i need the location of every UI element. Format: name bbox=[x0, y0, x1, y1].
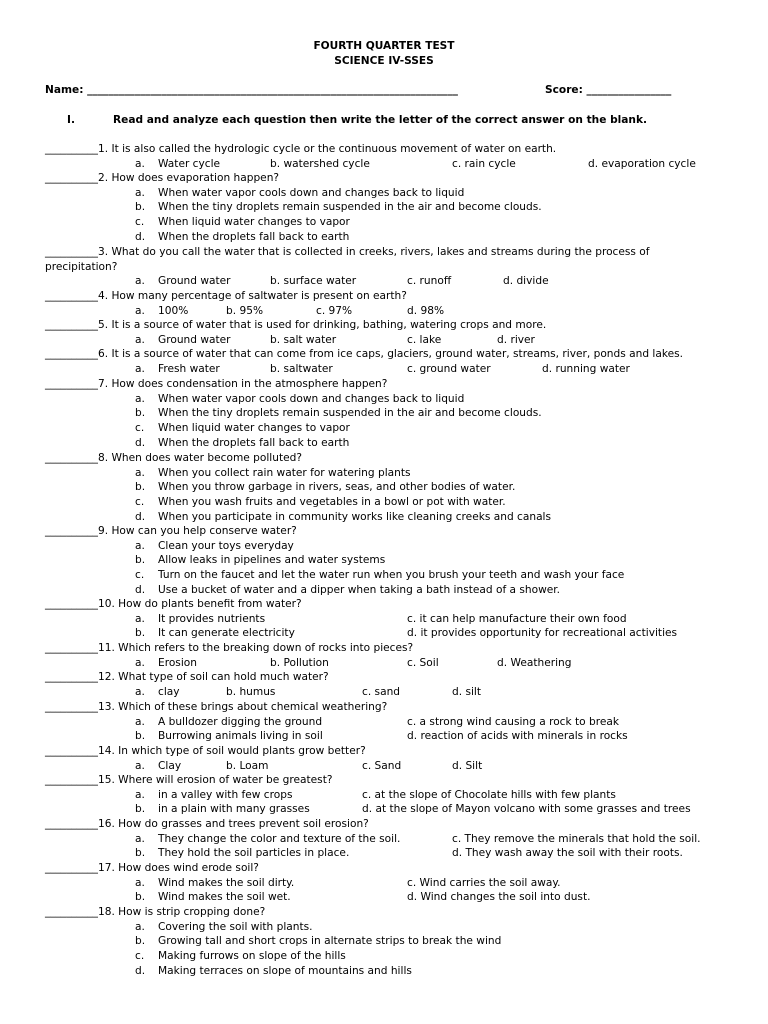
question-15-choice-4: d. at the slope of Mayon volcano with some grasses and trees bbox=[362, 803, 691, 816]
question-15-choice-2: c. at the slope of Chocolate hills with few plants bbox=[362, 788, 616, 801]
question-2-choice-2: When the tiny droplets remain suspended in the air and become clouds. bbox=[158, 201, 542, 214]
question-9-choice-4: Use a bucket of water and a dipper when taking a bath instead of a shower. bbox=[158, 583, 561, 596]
question-7-choice-3: When liquid water changes to vapor bbox=[158, 422, 350, 435]
question-6-choice-1: Fresh water bbox=[158, 362, 220, 375]
question-8-choice-2-letter: b. bbox=[135, 481, 146, 494]
question-12-choice-1-letter: a. bbox=[135, 685, 145, 698]
question-9-choice-3-letter: c. bbox=[135, 569, 145, 582]
question-16-choice-3-letter: b. bbox=[135, 847, 146, 860]
question-17-choice-3-letter: b. bbox=[135, 891, 146, 904]
question-11-choice-2: b. Pollution bbox=[270, 656, 329, 669]
question-1-stem[interactable]: __________1. It is also called the hydrologic cycle or the continuous movement of water on earth. bbox=[45, 143, 557, 155]
question-13-choice-3-letter: b. bbox=[135, 730, 146, 743]
question-1-choice-4: d. evaporation cycle bbox=[588, 157, 696, 170]
question-6-choice-2: b. saltwater bbox=[270, 362, 333, 375]
question-7-choice-4-letter: d. bbox=[135, 436, 146, 449]
question-18-choice-1: Covering the soil with plants. bbox=[158, 920, 313, 933]
question-14-choice-1-letter: a. bbox=[135, 759, 145, 772]
question-2-choice-2-letter: b. bbox=[135, 201, 146, 214]
question-16-choice-2: c. They remove the minerals that hold the soil. bbox=[452, 832, 701, 845]
question-2-stem[interactable]: __________2. How does evaporation happen? bbox=[45, 172, 280, 184]
section-instruction: Read and analyze each question then write the letter of the correct answer on the blank. bbox=[113, 114, 648, 126]
question-13-choice-4: d. reaction of acids with minerals in rocks bbox=[407, 730, 628, 743]
question-10-choice-3: It can generate electricity bbox=[158, 627, 295, 640]
question-7-choice-1-letter: a. bbox=[135, 392, 145, 405]
question-14-choice-1: Clay bbox=[158, 759, 182, 772]
question-4-choice-2: b. 95% bbox=[226, 304, 264, 317]
question-4-choice-3: c. 97% bbox=[316, 304, 353, 317]
question-17-choice-2: c. Wind carries the soil away. bbox=[407, 876, 561, 889]
question-11-choice-4: d. Weathering bbox=[497, 656, 572, 669]
question-3-choice-2: b. surface water bbox=[270, 275, 357, 287]
question-13-choice-3: Burrowing animals living in soil bbox=[158, 730, 323, 743]
question-17-stem[interactable]: __________17. How does wind erode soil? bbox=[45, 862, 259, 874]
question-10-choice-3-letter: b. bbox=[135, 627, 146, 640]
question-2-choice-1: When water vapor cools down and changes back to liquid bbox=[158, 186, 465, 199]
question-13-choice-1-letter: a. bbox=[135, 715, 145, 728]
question-3-stem-continued: precipitation? bbox=[45, 261, 118, 273]
question-1-choice-2: b. watershed cycle bbox=[270, 157, 370, 170]
question-11-choice-1-letter: a. bbox=[135, 656, 145, 669]
question-18-choice-3-letter: c. bbox=[135, 950, 145, 963]
question-11-choice-1: Erosion bbox=[158, 656, 197, 669]
question-6-choice-3: c. ground water bbox=[407, 362, 491, 375]
question-4-choice-1-letter: a. bbox=[135, 304, 145, 317]
question-5-choice-2: b. salt water bbox=[270, 333, 337, 346]
page-title: FOURTH QUARTER TEST bbox=[313, 40, 455, 52]
question-7-choice-4: When the droplets fall back to earth bbox=[158, 436, 350, 449]
question-15-stem[interactable]: __________15. Where will erosion of water be greatest? bbox=[45, 774, 333, 786]
question-2-choice-3-letter: c. bbox=[135, 216, 145, 229]
question-9-choice-1-letter: a. bbox=[135, 539, 145, 552]
score-field[interactable]: Score: ________________ bbox=[545, 84, 672, 96]
question-1-choice-3: c. rain cycle bbox=[452, 157, 516, 170]
question-12-choice-3: c. sand bbox=[362, 685, 401, 698]
question-8-choice-2: When you throw garbage in rivers, seas, and other bodies of water. bbox=[158, 481, 516, 494]
question-6-choice-4: d. running water bbox=[542, 362, 630, 375]
question-4-choice-1: 100% bbox=[158, 304, 189, 317]
question-4-stem[interactable]: __________4. How many percentage of saltwater is present on earth? bbox=[45, 290, 407, 302]
question-8-choice-1-letter: a. bbox=[135, 466, 145, 479]
question-9-choice-1: Clean your toys everyday bbox=[158, 539, 294, 552]
question-17-choice-3: Wind makes the soil wet. bbox=[158, 891, 291, 904]
question-9-choice-2-letter: b. bbox=[135, 554, 146, 567]
question-8-choice-3-letter: c. bbox=[135, 496, 145, 509]
question-8-choice-3: When you wash fruits and vegetables in a bowl or pot with water. bbox=[158, 496, 506, 509]
question-18-choice-3: Making furrows on slope of the hills bbox=[158, 950, 346, 963]
question-18-choice-4-letter: d. bbox=[135, 964, 146, 977]
question-3-choice-1: Ground water bbox=[158, 275, 231, 287]
question-12-stem[interactable]: __________12. What type of soil can hold much water? bbox=[45, 671, 329, 683]
question-12-choice-1: clay bbox=[158, 685, 180, 698]
question-6-choice-1-letter: a. bbox=[135, 362, 145, 375]
question-18-choice-1-letter: a. bbox=[135, 920, 145, 933]
question-15-choice-1-letter: a. bbox=[135, 788, 145, 801]
question-2-choice-4: When the droplets fall back to earth bbox=[158, 230, 350, 243]
question-15-choice-3-letter: b. bbox=[135, 803, 146, 816]
question-7-choice-2-letter: b. bbox=[135, 407, 146, 420]
question-2-choice-1-letter: a. bbox=[135, 186, 145, 199]
question-14-choice-2: b. Loam bbox=[226, 759, 269, 772]
question-10-choice-2: c. it can help manufacture their own food bbox=[407, 612, 627, 625]
question-5-choice-4: d. river bbox=[497, 333, 535, 346]
question-10-stem[interactable]: __________10. How do plants benefit from water? bbox=[45, 598, 302, 610]
question-2-choice-3: When liquid water changes to vapor bbox=[158, 216, 350, 229]
question-13-choice-1: A bulldozer digging the ground bbox=[158, 715, 323, 728]
page-subtitle: SCIENCE IV-SSES bbox=[334, 55, 434, 67]
name-field[interactable]: Name: ______________________________________________________________________ bbox=[45, 84, 458, 96]
question-11-choice-3: c. Soil bbox=[407, 656, 439, 669]
question-1-choice-1-letter: a. bbox=[135, 157, 145, 170]
question-12-choice-4: d. silt bbox=[452, 685, 482, 698]
question-16-choice-1: They change the color and texture of the soil. bbox=[158, 832, 401, 845]
question-9-choice-4-letter: d. bbox=[135, 583, 146, 596]
question-14-stem[interactable]: __________14. In which type of soil would plants grow better? bbox=[45, 745, 366, 757]
question-16-choice-4: d. They wash away the soil with their roots. bbox=[452, 847, 683, 860]
question-8-choice-4-letter: d. bbox=[135, 510, 146, 523]
question-7-choice-3-letter: c. bbox=[135, 422, 145, 435]
question-10-choice-1: It provides nutrients bbox=[158, 612, 266, 625]
question-10-choice-1-letter: a. bbox=[135, 612, 145, 625]
question-17-choice-1: Wind makes the soil dirty. bbox=[158, 876, 295, 889]
question-16-choice-1-letter: a. bbox=[135, 832, 145, 845]
question-5-choice-1: Ground water bbox=[158, 333, 231, 346]
question-18-choice-4: Making terraces on slope of mountains and hills bbox=[158, 964, 412, 977]
question-5-stem[interactable]: __________5. It is a source of water that is used for drinking, bathing, watering crops and more. bbox=[45, 319, 547, 331]
question-15-choice-3: in a plain with many grasses bbox=[158, 803, 310, 816]
question-8-stem[interactable]: __________8. When does water become polluted? bbox=[45, 452, 302, 464]
question-13-stem[interactable]: __________13. Which of these brings about chemical weathering? bbox=[45, 701, 388, 713]
question-18-choice-2-letter: b. bbox=[135, 935, 146, 948]
question-9-choice-3: Turn on the faucet and let the water run when you brush your teeth and wash your face bbox=[158, 569, 625, 582]
question-3-choice-1-letter: a. bbox=[135, 275, 145, 287]
question-16-stem[interactable]: __________16. How do grasses and trees prevent soil erosion? bbox=[45, 818, 369, 830]
question-13-choice-2: c. a strong wind causing a rock to break bbox=[407, 715, 619, 728]
question-16-choice-3: They hold the soil particles in place. bbox=[158, 847, 350, 860]
question-9-stem[interactable]: __________9. How can you help conserve water? bbox=[45, 525, 297, 537]
question-3-choice-3: c. runoff bbox=[407, 275, 452, 287]
question-12-choice-2: b. humus bbox=[226, 685, 276, 698]
question-18-choice-2: Growing tall and short crops in alternate strips to break the wind bbox=[158, 935, 502, 948]
question-7-choice-2: When the tiny droplets remain suspended in the air and become clouds. bbox=[158, 407, 542, 420]
question-14-choice-4: d. Silt bbox=[452, 759, 483, 772]
question-3-stem[interactable]: __________3. What do you call the water that is collected in creeks, rivers, lakes and streams during the process of bbox=[45, 246, 650, 258]
question-7-stem[interactable]: __________7. How does condensation in the atmosphere happen? bbox=[45, 378, 388, 390]
question-1-choice-1: Water cycle bbox=[158, 157, 221, 170]
question-5-choice-1-letter: a. bbox=[135, 333, 145, 346]
question-9-choice-2: Allow leaks in pipelines and water systems bbox=[158, 554, 386, 567]
question-8-choice-4: When you participate in community works like cleaning creeks and canals bbox=[158, 510, 552, 523]
question-8-choice-1: When you collect rain water for watering plants bbox=[158, 466, 411, 479]
question-3-choice-4: d. divide bbox=[503, 275, 549, 287]
question-18-stem[interactable]: __________18. How is strip cropping done? bbox=[45, 906, 266, 918]
question-17-choice-1-letter: a. bbox=[135, 876, 145, 889]
question-5-choice-3: c. lake bbox=[407, 333, 442, 346]
question-2-choice-4-letter: d. bbox=[135, 230, 146, 243]
question-15-choice-1: in a valley with few crops bbox=[158, 788, 293, 801]
question-14-choice-3: c. Sand bbox=[362, 759, 402, 772]
question-6-stem[interactable]: __________6. It is a source of water that can come from ice caps, glaciers, ground water, streams, river, ponds and lakes. bbox=[45, 348, 684, 360]
question-11-stem[interactable]: __________11. Which refers to the breaking down of rocks into pieces? bbox=[45, 642, 414, 654]
question-17-choice-4: d. Wind changes the soil into dust. bbox=[407, 891, 591, 904]
question-4-choice-4: d. 98% bbox=[407, 304, 445, 317]
question-7-choice-1: When water vapor cools down and changes back to liquid bbox=[158, 392, 465, 405]
question-10-choice-4: d. it provides opportunity for recreational activities bbox=[407, 627, 678, 640]
section-number: I. bbox=[67, 114, 75, 126]
